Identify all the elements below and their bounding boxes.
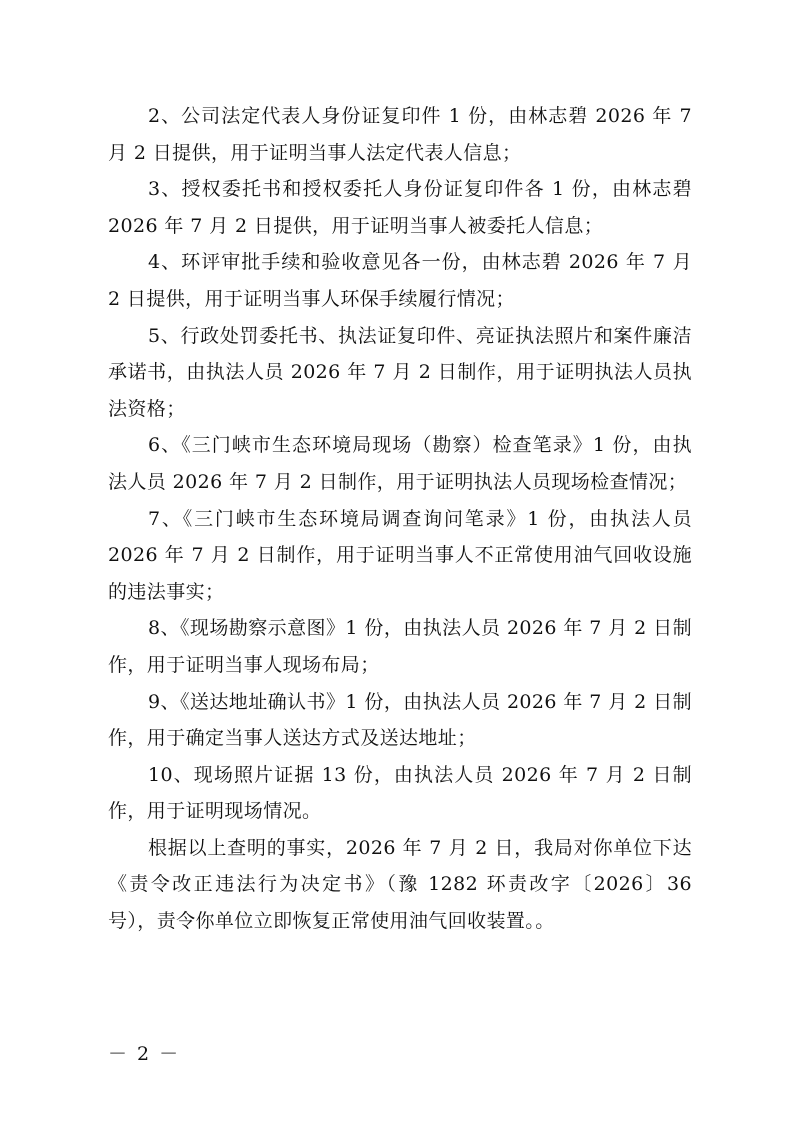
paragraph-evidence-6: 6、《三门峡市生态环境局现场（勘察）检查笔录》1 份，由执法人员 2026 年 7 月 2 日制作，用于证明执法人员现场检查情况； [108,434,692,493]
paragraph-evidence-9: 9、《送达地址确认书》1 份，由执法人员 2026 年 7 月 2 日制作，用于确定当事人送达方式及送达地址； [108,690,692,750]
paragraph-evidence-8: 8、《现场勘察示意图》1 份，由执法人员 2026 年 7 月 2 日制作，用于证明当事人现场布局； [108,617,692,676]
page-number: － 2 － [108,1043,181,1065]
paragraph-evidence-4: 4、环评审批手续和验收意见各一份，由林志碧 2026 年 7 月 2 日提供，用于证明当事人环保手续履行情况； [108,251,692,310]
paragraph-evidence-2: 2、公司法定代表人身份证复印件 1 份，由林志碧 2026 年 7 月 2 日提供，用于证明当事人法定代表人信息； [108,105,692,164]
paragraph-evidence-10: 10、现场照片证据 13 份，由执法人员 2026 年 7 月 2 日制作，用于证明现场情况。 [108,763,692,823]
paragraph-evidence-7: 7、《三门峡市生态环境局调查询问笔录》1 份，由执法人员 2026 年 7 月 2 日制作，用于证明当事人不正常使用油气回收设施的违法事实； [108,507,692,603]
paragraph-evidence-3: 3、授权委托书和授权委托人身份证复印件各 1 份，由林志碧 2026 年 7 月 2 日提供，用于证明当事人被委托人信息； [108,178,692,237]
paragraph-evidence-5: 5、行政处罚委托书、执法证复印件、亮证执法照片和案件廉洁承诺书，由执法人员 2026 年 7 月 2 日制作，用于证明执法人员执法资格； [108,324,692,420]
paragraph-conclusion: 根据以上查明的事实，2026 年 7 月 2 日，我局对你单位下达《责令改正违法行为决定书》（豫 1282 环责改字〔2026〕36 号），责令你单位立即恢复正常使用油气回收装置。。 [108,836,692,933]
body-text [108,98,692,940]
